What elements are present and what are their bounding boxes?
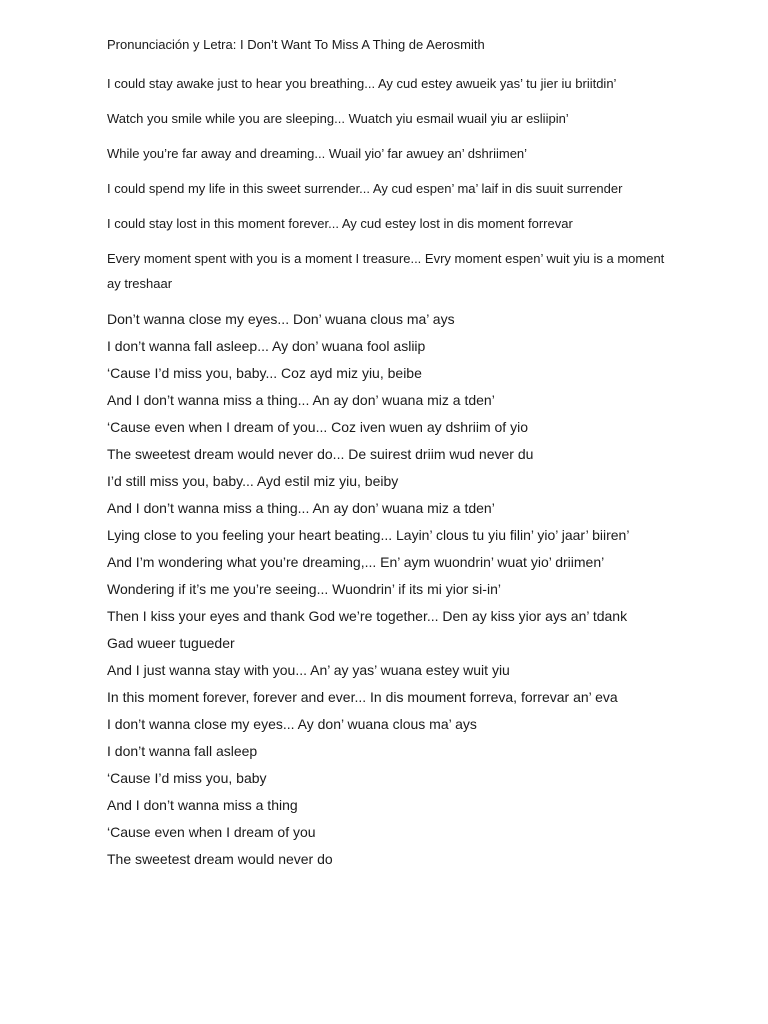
lyric-line: I don’t wanna close my eyes... Ay don’ wuana clous ma’ ays (107, 716, 477, 732)
lyric-line: I don’t wanna fall asleep... Ay don’ wuana fool asliip (107, 338, 426, 354)
lyric-line: ‘Cause I’d miss you, baby (107, 770, 267, 786)
lyric-line: And I don’t wanna miss a thing (107, 797, 298, 813)
intro-paragraph: While you’re far away and dreaming... Wuail yio’ far awuey an’ dshriimen’ (107, 146, 528, 161)
lyric-line: I don’t wanna fall asleep (107, 743, 258, 759)
intro-section (107, 71, 707, 296)
lyric-line: The sweetest dream would never do... De suirest driim wud never du (107, 446, 534, 462)
lyric-line: ‘Cause I’d miss you, baby... Coz ayd miz yiu, beibe (107, 365, 422, 381)
lyrics-section (107, 306, 707, 873)
lyric-line: And I don’t wanna miss a thing... An ay don’ wuana miz a tden’ (107, 392, 495, 408)
lyric-line: In this moment forever, forever and ever... In dis moument forreva, forrevar an’ eva (107, 689, 618, 705)
lyric-line: The sweetest dream would never do (107, 851, 333, 867)
document-title: Pronunciación y Letra: I Don’t Want To Miss A Thing de Aerosmith (107, 37, 485, 52)
intro-paragraph: I could stay lost in this moment forever... Ay cud estey lost in dis moment forrevar (107, 216, 573, 231)
intro-paragraph: I could stay awake just to hear you breathing... Ay cud estey awueik yas’ tu jier iu briitdin’ (107, 76, 617, 91)
lyric-line: And I don’t wanna miss a thing... An ay don’ wuana miz a tden’ (107, 500, 495, 516)
lyric-line: And I just wanna stay with you... An’ ay yas’ wuana estey wuit yiu (107, 662, 510, 678)
intro-paragraph: Watch you smile while you are sleeping... Wuatch yiu esmail wuail yiu ar esliipin’ (107, 111, 569, 126)
lyric-line: And I’m wondering what you’re dreaming,... En’ aym wuondrin’ wuat yio’ driimen’ (107, 554, 605, 570)
document-page (107, 36, 707, 873)
lyric-line: Then I kiss your eyes and thank God we’re together... Den ay kiss yior ays an’ tdank Gad wueer tugueder (107, 608, 628, 651)
lyric-line: ‘Cause even when I dream of you... Coz iven wuen ay dshriim of yio (107, 419, 528, 435)
lyric-line: I’d still miss you, baby... Ayd estil miz yiu, beiby (107, 473, 399, 489)
lyric-line: Wondering if it’s me you’re seeing... Wuondrin’ if its mi yior si-in’ (107, 581, 501, 597)
intro-paragraph: Every moment spent with you is a moment I treasure... Evry moment espen’ wuit yiu is a moment ay treshaar (107, 251, 665, 291)
lyric-line: Don’t wanna close my eyes... Don’ wuana clous ma’ ays (107, 311, 455, 327)
lyric-line: Lying close to you feeling your heart beating... Layin’ clous tu yiu filin’ yio’ jaar’ biiren’ (107, 527, 630, 543)
intro-paragraph: I could spend my life in this sweet surrender... Ay cud espen’ ma’ laif in dis suuit surrender (107, 181, 623, 196)
lyric-line: ‘Cause even when I dream of you (107, 824, 316, 840)
